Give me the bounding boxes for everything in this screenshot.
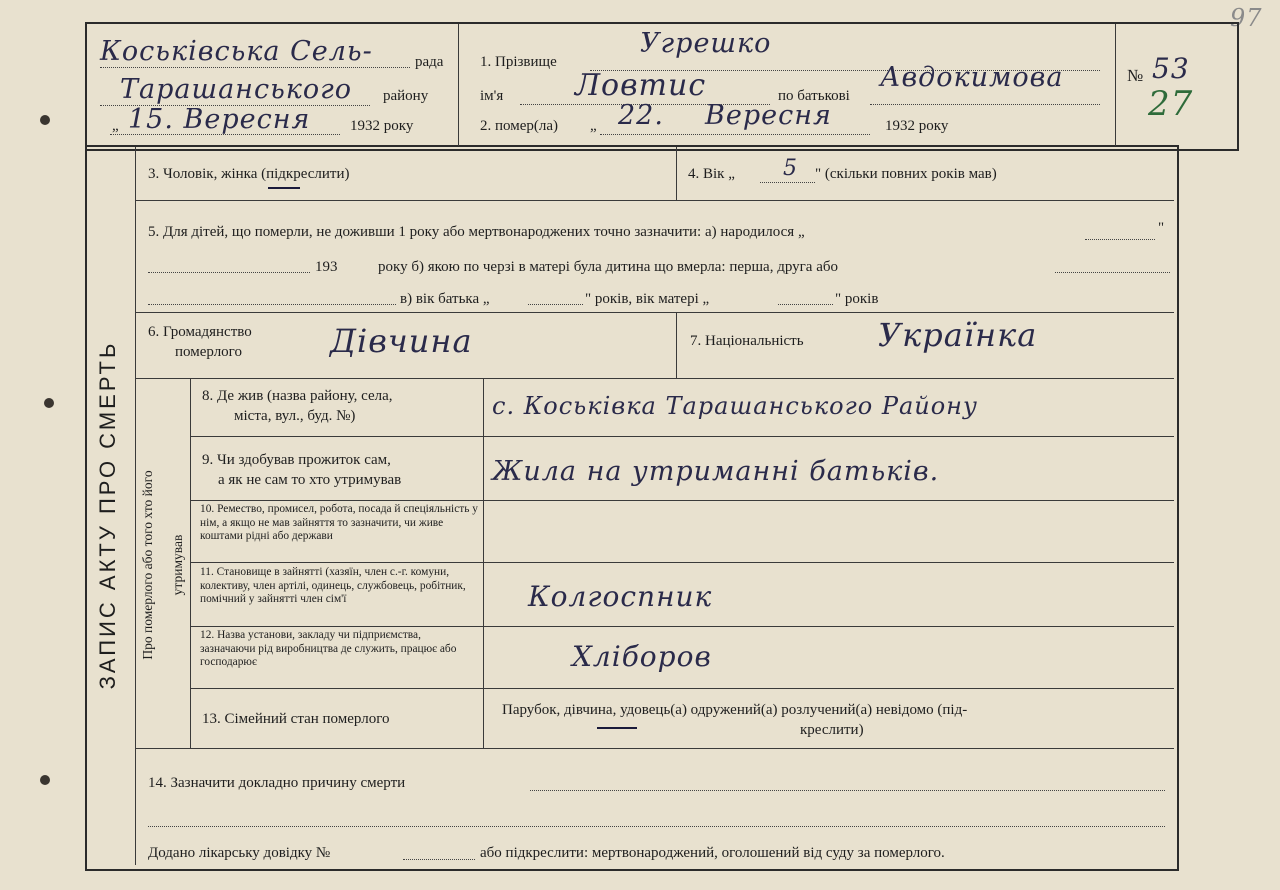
child-info-year: 193 [315,259,338,275]
hw-patronymic: Авдокимова [880,62,1064,93]
vertical-subtitle-1: Про померлого або того хто його [140,470,155,660]
hw-age: 5 [783,156,798,181]
hw-income: Жила на утриманні батьків. [492,456,940,487]
punch-hole [44,398,54,408]
gender-underline [268,187,300,189]
residence-label-2: міста, вул., буд. №) [234,408,356,424]
age-label-suffix: " (скільки повних років мав) [815,166,997,182]
name-label: ім'я [480,88,504,104]
age-label: 4. Вік „ [688,166,735,182]
punch-hole [40,115,50,125]
hw-date: 15. Вересня [128,104,311,135]
child-info-line2: року б) якою по черзі в матері була дитина що вмерла: перша, друга або [378,259,838,275]
death-record-form: 97 ЗАПИС АКТУ ПРО СМЕРТЬ Про померлого або того хто його утримував Коськівська Сель- рада Тарашанського району „ 15. Вересня 1932 року 1. Прізвище Угрешко ім'я Ловтис по батькові Авдокимова 2. помер(ла) „ 22. Вересня 1932 року № 53 27 3. Чоловік, жінка (підкреслити) 4. Вік „ 5 " (скільки повних років мав) 5. Для дітей, що померли, не доживши 1 року або мертвонароджених точно зазначити: а) народилося „ " 193 року б) якою по черзі в матері була дитина що вмерла: перша, друга або в) вік батька „ " років, вік матері „ " років 6. Громадянство померлого Дівчина 7. Національність Українка 8. Де жив (назва району, села, міста, вул., буд. №) с. Коськівка Тарашанського Району 9. Чи здобував прожиток сам, а як не сам то хто утримував Жила на утриманні батьків. 10. Ремество, промисел, робота, посада й спеціяльність у нім, а якщо не мав зайняття то зазначити, чи живе коштами рідні або держави 11. Становище в зайнятті (хазяїн, член с.-г. комуни, колективу, член артілі, одинець, службовець, робітник, помічний у зайнятті член сім'ї Колгоспник 12. Назва установи, закладу чи підприємства, зазначаючи рід виробництва де служить, працює або господарює Хліборов 13. Сімейний стан померлого Парубок, дівчина, удовець(а) одружений(а) розлучений(а) невідомо (під- креслити) 14. Зазначити докладно причину смерти Додано лікарську довідку № або підкреслити: мертвонароджений, оголошений від суду за померлого. [0,0,1280,890]
year-suffix: 1932 року [350,118,414,134]
hw-name: Ловтис [575,68,707,103]
hw-nationality: Українка [878,316,1038,354]
child-info-line1: 5. Для дітей, що померли, не доживши 1 року або мертвонароджених точно зазначити: а) народилося „ [148,224,805,240]
gender-label: 3. Чоловік, жінка (підкреслити) [148,166,350,182]
surname-label: 1. Прізвище [480,54,557,70]
footer-certificate-label: Додано лікарську довідку № [148,845,331,861]
hw-number-top: 53 [1152,52,1190,85]
death-year-suffix: 1932 року [885,118,949,134]
cause-of-death-label: 14. Зазначити докладно причину смерти [148,775,406,791]
hw-death-month: Вересня [705,100,832,131]
residence-label-1: 8. Де жив (назва району, села, [202,388,393,404]
child-info-years: " років [835,291,879,307]
side-subcolumn-divider [190,378,191,748]
vertical-title: ЗАПИС АКТУ ПРО СМЕРТЬ [95,340,120,690]
district-suffix: району [383,88,429,104]
child-info-mother-age: " років, вік матері „ [585,291,710,307]
marital-status-options-1: Парубок, дівчина, удовець(а) одружений(а) розлучений(а) невідомо (під- [502,702,968,718]
income-label-1: 9. Чи здобував прожиток сам, [202,452,391,468]
death-date-label: 2. помер(ла) [480,118,559,134]
council-suffix: рада [415,54,444,70]
header-divider [1115,24,1116,146]
workplace-label: 12. Назва установи, закладу чи підприємства, зазначаючи рід виробництва де служить, працює або господарює [200,629,457,669]
marital-status-label: 13. Сімейний стан померлого [202,711,390,727]
patronymic-label: по батькові [778,88,850,104]
header-divider [458,24,459,146]
hw-employment-status: Колгоспник [528,580,713,613]
marital-status-options-2: креслити) [800,722,864,738]
footer-note: або підкреслити: мертвонароджений, оголошений від суду за померлого. [480,845,945,861]
hw-workplace: Хліборов [572,640,712,673]
nationality-label: 7. Національність [690,333,804,349]
hw-citizenship: Дівчина [330,322,473,360]
number-label: № [1127,66,1144,85]
punch-hole [40,775,50,785]
hw-district: Тарашанського [120,74,353,105]
marital-underline [597,727,637,729]
child-info-father-age: в) вік батька „ [400,291,490,307]
occupation-label: 10. Ремество, промисел, робота, посада й спеціяльність у нім, а якщо не мав зайняття то зазначити, чи живе коштами рідні або держави [200,503,478,543]
corner-pencil-mark: 97 [1230,4,1263,32]
citizenship-label-2: померлого [175,344,242,360]
citizenship-label-1: 6. Громадянство [148,324,252,340]
hw-number-bottom: 27 [1148,84,1194,124]
hw-surname: Угрешко [640,28,772,59]
hw-death-day: 22. [618,100,664,131]
side-column-divider [135,147,136,865]
hw-council: Коськівська Сель- [100,36,373,67]
employment-status-label: 11. Становище в зайнятті (хазяїн, член с.-г. комуни, колективу, член артілі, одинець, службовець, робітник, помічний у зайнятті член сім'ї [200,566,466,606]
hw-residence: с. Коськівка Тарашанського Району [492,392,978,420]
vertical-subtitle-2: утримував [170,534,185,596]
income-label-2: а як не сам то хто утримував [218,472,402,488]
